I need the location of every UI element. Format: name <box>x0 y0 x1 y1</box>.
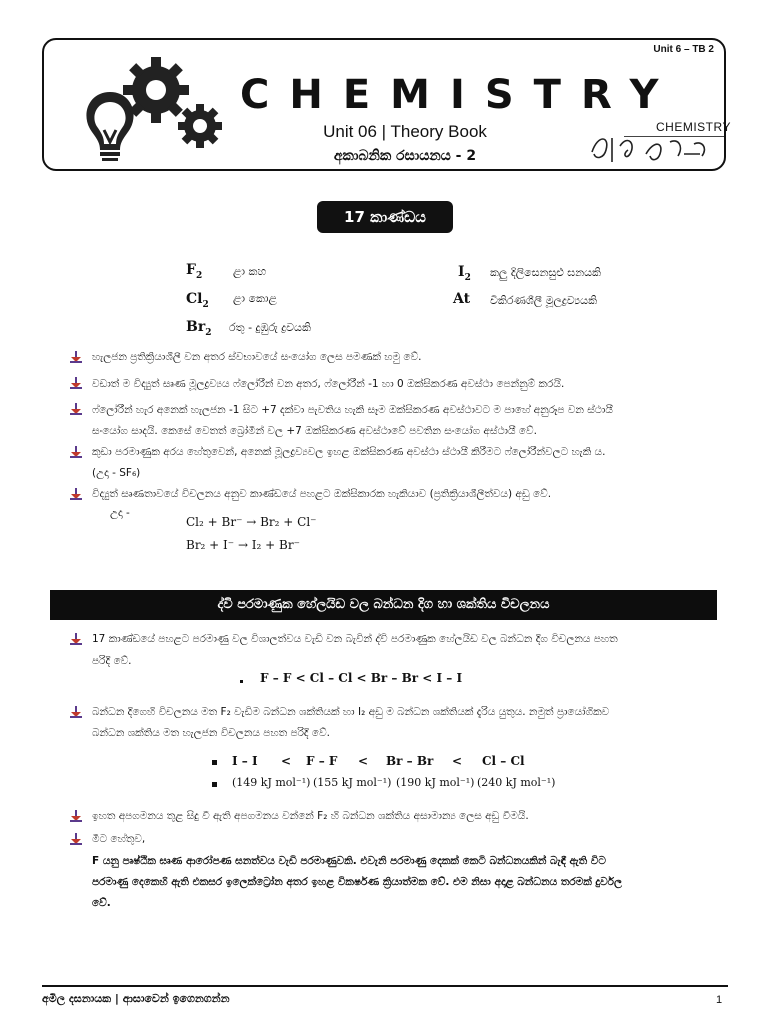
energy-value-brbr: (190 kJ mol⁻¹) <box>396 776 475 789</box>
energy-ii: I – I <box>232 754 258 768</box>
bulb-gears-logo <box>72 52 222 162</box>
energy-ff: F – F <box>306 754 338 768</box>
energy-lt: < <box>358 754 369 768</box>
page-title: CHEMISTRY <box>240 72 679 118</box>
reason-line-3: වේ. <box>92 897 111 909</box>
desc-at: විකිරණශීලී මූලද්‍රව්‍යයකි <box>490 294 597 307</box>
symbol-i2: $I_2$ <box>458 264 471 283</box>
desc-i2: කලු දිලිසෙනසුළු ඝනයකි <box>490 266 601 279</box>
list-marker <box>240 680 243 683</box>
bullet-text: හැලජන ප්‍රතික්‍රියාශීලී වන අතර ස්වභාවයේ සංයෝග ලෙස පමණක් හමු වේ. <box>92 351 422 363</box>
signature-logo <box>584 124 724 168</box>
symbol-at: At <box>453 291 471 307</box>
bullet-icon <box>70 810 82 822</box>
reason-line-2: පරමාණු දෙකෙහි ඇති එකසර ඉලෙක්ට්‍රෝන අතර ඉහළ විකර්ෂණ ක්‍රියාත්මක වේ. එම නිසා අදාළ බන්ධනය තරමක් දුර්වල <box>92 876 622 888</box>
list-marker <box>212 782 217 787</box>
symbol-br2: $Br_2$ <box>186 319 212 338</box>
bullet-icon <box>70 706 82 718</box>
bullet-icon <box>70 833 82 845</box>
bullet-icon <box>70 488 82 500</box>
energy-clcl: Cl – Cl <box>482 754 525 768</box>
example-label: උදා - <box>110 507 130 519</box>
bullet-text: වඩාත් ම විද්‍යුත් සෘණ මූලද්‍රව්‍යය ෆ්ලෝරීන් වන අතර, ෆ්ලෝරීන් -1 හා 0 ඔක්සිකරණ අවස්ථා පෙන්නුම් කරයි. <box>92 378 565 390</box>
section-pill: 17 කාණ්ඩය <box>317 201 453 233</box>
footer-author: අමිල දසනායක | ආසාවෙන් ඉගෙනගන්න <box>42 992 230 1005</box>
desc-f2: ළා කහ <box>233 265 267 278</box>
bullet-text-continued: බන්ධන ශක්තිය මත හැලජන විචලනය පහත පරිදි වේ. <box>92 727 330 739</box>
energy-lt: < <box>452 754 463 768</box>
footer-divider <box>42 985 728 987</box>
bullet-text: ඉහත අපගමනය තුළ සිදු වී ඇති අපගමනය වන්නේ F₂ හි බන්ධන ශක්තිය අසාමාන්‍ය ලෙස අඩු වීමයි. <box>92 810 529 822</box>
subtitle: Unit 06 | Theory Book <box>323 122 487 141</box>
bullet-icon <box>70 377 82 389</box>
desc-cl2: ළා කොළ <box>233 292 277 305</box>
bullet-icon <box>70 446 82 458</box>
bullet-text-continued: සංයෝග සාදයි. කෙසේ වෙතත් බ්‍රෝමීන් වල +7 ඔක්සිකරණ අවස්ථාවේ පවතින සංයෝග අස්ථායී වේ. <box>92 425 537 437</box>
bullet-text-continued: පරිදි වේ. <box>92 655 132 667</box>
bullet-icon <box>70 633 82 645</box>
symbol-cl2: $Cl_2$ <box>186 291 209 310</box>
bond-length-order: F – F < Cl – Cl < Br – Br < I – I <box>260 671 463 685</box>
page-number: 1 <box>716 994 723 1006</box>
energy-value-ii: (149 kJ mol⁻¹) <box>232 776 311 789</box>
bullet-text: බන්ධන දිගෙහි විචලනය මත F₂ වැඩිම බන්ධන ශක්තියක් හා I₂ අඩු ම බන්ධන ශක්තියක් දැරිය යුතුය. නමුත් ප්‍රායෝගිකව <box>92 706 610 718</box>
brand-word: CHEMISTRY <box>656 120 731 134</box>
equation-2: Br₂ + I⁻ → I₂ + Br⁻ <box>186 538 300 552</box>
header-box <box>42 38 731 171</box>
energy-value-ff: (155 kJ mol⁻¹) <box>313 776 392 789</box>
equation-1: Cl₂ + Br⁻ → Br₂ + Cl⁻ <box>186 515 317 529</box>
example-sf6: (උදා - SF₆) <box>92 467 141 479</box>
reason-line-1: F යනු පෘෂ්ඨික ඝෘණ ආරෝපණ ඝනත්වය වැඩි පරමාණුවකි. එවැනි පරමාණු දෙකක් කෙටි බන්ධනයකින් බැඳී ඇති විට <box>92 855 606 867</box>
bullet-text: 17 කාණ්ඩයේ පහළට පරමාණු වල විශාලත්වය වැඩි වන බැවින් ද්වි පරමාණුක හේලයිඩ වල බන්ධන දිග විචලනය පහත <box>92 633 618 645</box>
energy-brbr: Br – Br <box>386 754 434 768</box>
unit-tag: Unit 6 – TB 2 <box>653 44 714 55</box>
bullet-text: ෆ්ලෝරීන් හැර අනෙක් හැලජන -1 සිට +7 දක්වා පැවතිය හැකි සෑම ඔක්සිකරණ අවස්ථාවට ම පාහේ අනුරූප වන ස්ථායී <box>92 404 613 416</box>
energy-value-clcl: (240 kJ mol⁻¹) <box>477 776 556 789</box>
topic-title: අකාබනික රසායනය - 2 <box>333 148 477 164</box>
symbol-f2: $F_2$ <box>186 262 203 281</box>
bullet-text: මීට හේතුව, <box>92 833 146 845</box>
bullet-text: කුඩා පරමාණුක අරය හේතුවෙන්, අනෙක් මූලද්‍රව්‍යවල ඉහළ ඔක්සිකරණ අවස්ථා ස්ථායී කිරීමට ෆ්ලෝරීන්වලට හැකි ය. <box>92 446 606 458</box>
bullet-text: විද්‍යුත් සෘණතාවයේ විචලනය අනුව කාණ්ඩයේ පහළට ඔක්සිකාරක හැකියාව (ප්‍රතික්‍රියාශීලීත්වය) අඩු වේ. <box>92 488 552 500</box>
section-banner: ද්වි පරමාණුක හේලයිඩ වල බන්ධන දිග හා ශක්තිය විචලනය <box>50 590 717 620</box>
bullet-icon <box>70 351 82 363</box>
bullet-icon <box>70 403 82 415</box>
desc-br2: රතු - දුඹුරු ද්‍රවයකි <box>229 321 311 334</box>
list-marker <box>212 760 217 765</box>
energy-lt: < <box>281 754 292 768</box>
